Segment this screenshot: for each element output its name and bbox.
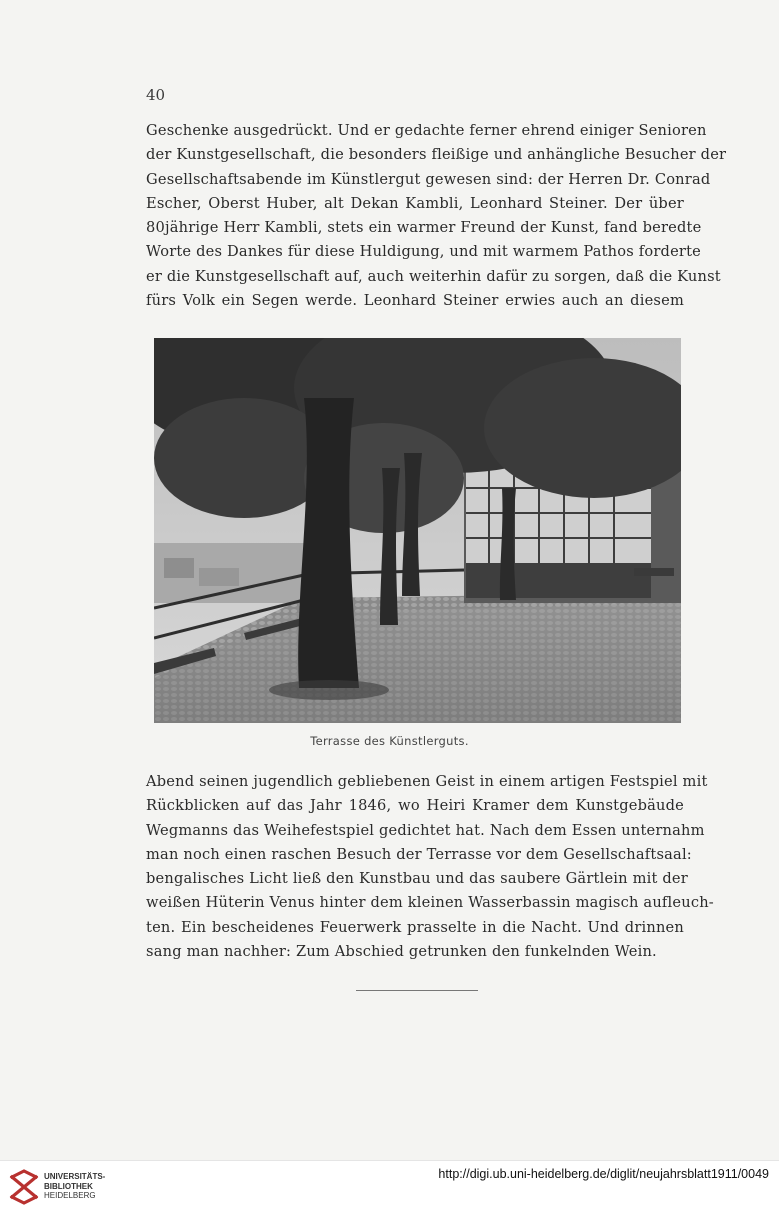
library-name bbox=[44, 1172, 105, 1201]
text-line: weißen Hüterin Venus hinter dem kleinen Wasserbassin magisch aufleuch- bbox=[146, 894, 714, 912]
section-divider bbox=[356, 990, 478, 991]
figure-caption: Terrasse des Künstlerguts. bbox=[310, 734, 469, 748]
terrace-photograph bbox=[154, 338, 681, 723]
text-line: der Kunstgesellschaft, die besonders fleißige und anhängliche Besucher der bbox=[146, 146, 727, 164]
library-name-line1: UNIVERSITÄTS- bbox=[44, 1172, 106, 1181]
library-name-line2: BIBLIOTHEK bbox=[44, 1181, 93, 1191]
viewer-footer bbox=[0, 1160, 779, 1216]
text-line: sang man nachher: Zum Abschied getrunken den funkelnden Wein. bbox=[146, 943, 657, 961]
text-line: man noch einen raschen Besuch der Terrasse vor dem Gesellschaftsaal: bbox=[146, 845, 692, 863]
text-line: Abend seinen jugendlich gebliebenen Geist in einem artigen Festspiel mit bbox=[146, 773, 708, 790]
text-line: 80jährige Herr Kambli, stets ein warmer Freund der Kunst, fand beredte bbox=[146, 219, 702, 237]
text-line: bengalisches Licht ließ den Kunstbau und das saubere Gärtlein mit der bbox=[146, 870, 688, 888]
text-line: Rückblicken auf das Jahr 1846, wo Heiri Kramer dem Kunstgebäude bbox=[146, 797, 684, 815]
text-line: Worte des Dankes für diese Huldigung, und mit warmem Pathos forderte bbox=[146, 243, 701, 261]
library-name-line3: HEIDELBERG bbox=[44, 1191, 96, 1200]
page-number: 40 bbox=[146, 86, 166, 104]
permalink-url[interactable]: http://digi.ub.uni-heidelberg.de/diglit/neujahrsblatt1911/0049 bbox=[438, 1167, 769, 1181]
text-line: Escher, Oberst Huber, alt Dekan Kambli, Leonhard Steiner. Der über bbox=[146, 194, 684, 212]
paragraph-top bbox=[146, 119, 727, 313]
ub-heidelberg-logo-icon[interactable] bbox=[8, 1167, 40, 1207]
text-line: Gesellschaftsabende im Künstlergut gewesen sind: der Herren Dr. Conrad bbox=[146, 170, 711, 188]
paragraph-bottom bbox=[146, 770, 714, 964]
text-line: ten. Ein bescheidenes Feuerwerk prasselte in die Nacht. Und drinnen bbox=[146, 918, 684, 936]
text-line: er die Kunstgesellschaft auf, auch weiterhin dafür zu sorgen, daß die Kunst bbox=[146, 267, 721, 285]
text-line: fürs Volk ein Segen werde. Leonhard Steiner erwies auch an diesem bbox=[146, 292, 684, 310]
text-line: Wegmanns das Weihefestspiel gedichtet hat. Nach dem Essen unternahm bbox=[146, 821, 705, 839]
text-line: Geschenke ausgedrückt. Und er gedachte ferner ehrend einiger Senioren bbox=[146, 122, 707, 139]
